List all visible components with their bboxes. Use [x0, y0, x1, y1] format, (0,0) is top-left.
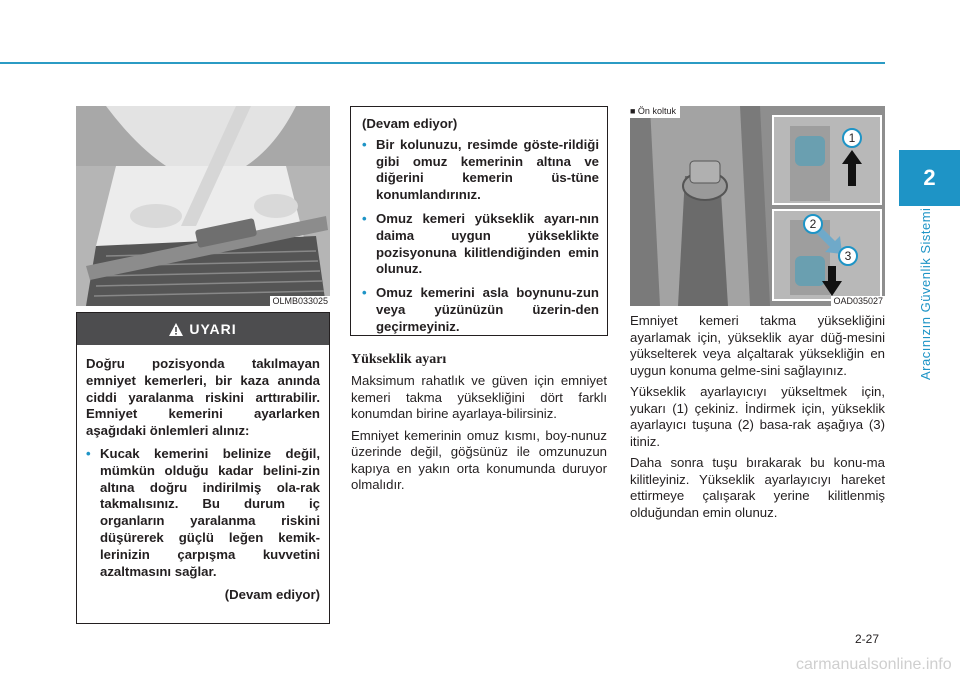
bullet-icon: • — [362, 210, 367, 226]
list-item: • Omuz kemerini asla boynunu-zun veya yüzünüzün üzerin-den geçirmeyiniz. — [362, 285, 599, 334]
label-3: 3 — [844, 249, 852, 263]
warning-box — [76, 312, 330, 624]
continued-list — [362, 137, 599, 336]
chapter-title: Aracınızın Güvenlik Sistemi — [918, 207, 933, 380]
height-adjuster-photo — [630, 106, 885, 306]
chapter-tab[interactable] — [899, 150, 960, 206]
paragraph: Maksimum rahatlık ve güven için emniyet kemeri takma yüksekliğini dört farklı konumdan birine ayarlaya-bilirsiniz. — [351, 373, 607, 421]
continued-title: (Devam ediyor) — [362, 116, 458, 131]
warning-heading: UYARI — [189, 321, 237, 337]
list-item: • Bir kolunuzu, resimde göste-rildiği gibi omuz kemerinin altına ve diğerini kemerin üs-tüne konumlandırınız. — [362, 136, 599, 203]
paragraph: Emniyet kemeri takma yüksekliğini ayarlamak için, yükseklik ayar düğ-mesini yükselterek veya alçaltarak yüksekliğin en uygun konuma gelme-sini sağlayınız. — [630, 313, 885, 378]
figure-caption: OLMB033025 — [272, 296, 328, 306]
watermark: carmanualsonline.info — [796, 656, 952, 673]
right-column-body — [630, 313, 885, 526]
label-1: 1 — [848, 131, 856, 145]
chapter-number: 2 — [923, 165, 936, 190]
figure-caption: OAD035027 — [833, 296, 883, 306]
label-2: 2 — [809, 217, 817, 231]
paragraph: Emniyet kemerinin omuz kısmı, boy-nunuz üzerinde değil, göğsünüz ile omzunuzun kapıya en yakın orta konumunda duruyor olmalıdır. — [351, 427, 607, 492]
bullet-icon: • — [86, 445, 91, 461]
warning-triangle-icon — [169, 323, 183, 336]
figure-tag: ■ Ön koltuk — [630, 106, 680, 118]
bullet-icon: • — [362, 136, 367, 152]
page-number: 2-27 — [855, 632, 880, 646]
bullet-icon: • — [362, 285, 367, 301]
warning-list — [86, 446, 320, 580]
paragraph: Yükseklik ayarlayıcıyı yükseltmek için, yukarı (1) çekiniz. İndirmek için, yükseklik ayarlayıcı tuşuna (2) basa-rak aşağıya (3) itiniz. — [630, 384, 885, 449]
continued-box — [350, 106, 608, 336]
warning-intro: Doğru pozisyonda takılmayan emniyet kemerleri, bir kaza anında ciddi yaralanma riskini arttırabilir. Emniyet kemerini ayarlarken aşağıdaki önlemleri alınız: — [86, 356, 320, 439]
list-item: • Omuz kemeri yükseklik ayarı-nın daima uygun yükseklikte pozisyonuna kilitlendiğinden emin olunuz. — [362, 210, 599, 277]
paragraph: Daha sonra tuşu bırakarak bu konu-ma kilitleyiniz. Yükseklik ayarlayıcıyı hareket ettirmeye çalışarak yerine kilitlenmiş olduğundan emin olunuz. — [630, 455, 885, 520]
warning-header — [77, 313, 329, 345]
seatbelt-lap-photo — [76, 106, 330, 306]
section-body — [351, 373, 607, 499]
section-title: Yükseklik ayarı — [351, 352, 447, 367]
continued-label: (Devam ediyor) — [224, 587, 320, 603]
header-rule — [0, 62, 885, 64]
list-item: • Kucak kemerini belinize değil, mümkün olduğu kadar belini-zin altına doğru indirilmiş ola-rak takmalısınız. Bu durum iç organların yaralanma riskini düşürerek güçlü leğen kemik-lerinizin çarpışma kuvvetini azaltmasını sağlar. — [86, 445, 320, 579]
